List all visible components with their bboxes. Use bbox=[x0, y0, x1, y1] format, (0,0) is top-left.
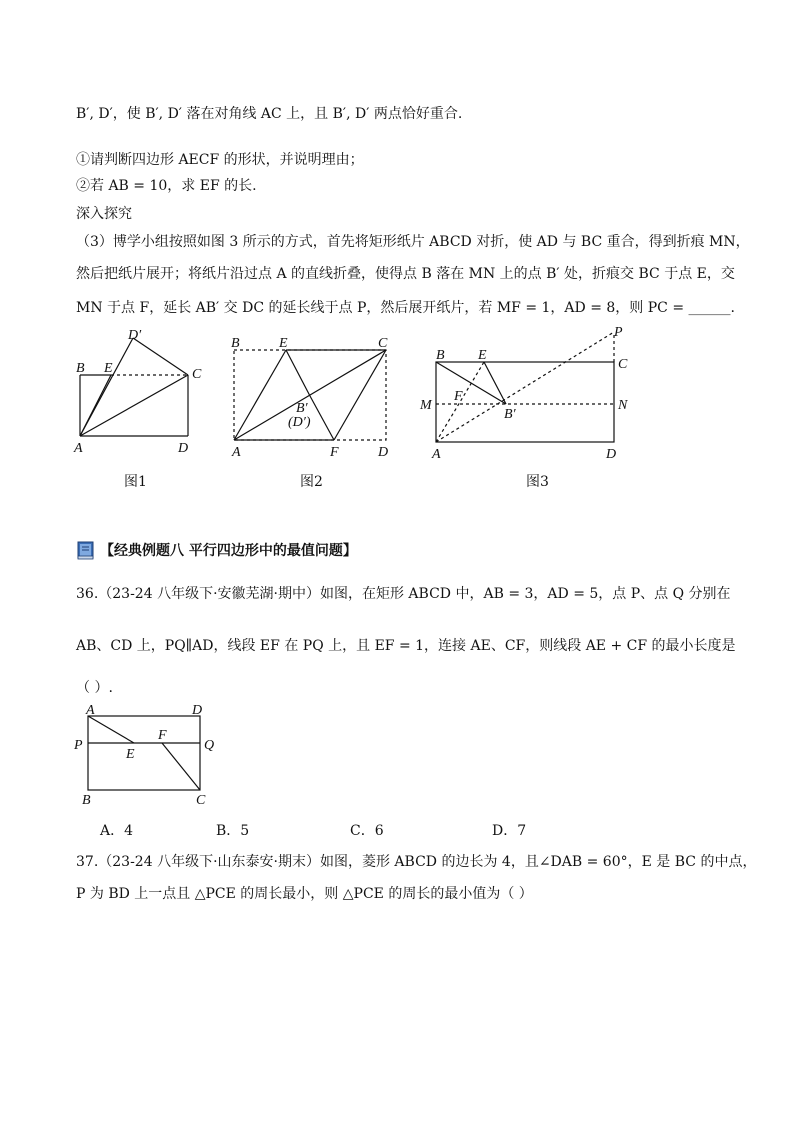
fig1-label-b: B bbox=[76, 361, 85, 376]
q36-line-2: AB、CD 上，PQ∥AD，线段 EF 在 PQ 上，且 EF = 1，连接 AE、CF，则线段 AE + CF 的最小长度是 bbox=[76, 638, 736, 654]
fig4-label-c: C bbox=[196, 793, 206, 808]
text-line-7: MN 于点 F，延长 AB′ 交 DC 的延长线于点 P，然后展开纸片，若 MF = 1，AD = 8，则 PC = ______. bbox=[76, 300, 735, 316]
fig3-label-d: D bbox=[606, 447, 617, 462]
fig4-label-p: P bbox=[74, 738, 83, 753]
fig3-label-n: N bbox=[618, 398, 628, 413]
q37-line-1: 37.（23-24 八年级下·山东泰安·期末）如图，菱形 ABCD 的边长为 4，且∠DAB = 60°，E 是 BC 的中点， bbox=[76, 854, 757, 870]
fig4-label-d: D bbox=[192, 703, 203, 718]
fig2-label-a: A bbox=[232, 445, 241, 460]
option-a: A．4 bbox=[100, 823, 134, 839]
figure-2 bbox=[226, 334, 406, 464]
fig3-label-f: F bbox=[454, 389, 463, 404]
section-title: 【经典例题八 平行四边形中的最值问题】 bbox=[100, 543, 357, 559]
text-line-2: ①请判断四边形 AECF 的形状，并说明理由； bbox=[76, 152, 364, 168]
figure-1 bbox=[66, 326, 206, 456]
fig3-label-b: B bbox=[436, 348, 445, 363]
fig4-label-q: Q bbox=[204, 738, 215, 753]
fig3-label-a: A bbox=[432, 447, 441, 462]
fig1-label-d: D bbox=[178, 441, 189, 456]
figure-4 bbox=[72, 700, 232, 812]
fig2-label-d: D bbox=[378, 445, 389, 460]
text-line-3: ②若 AB = 10，求 EF 的长. bbox=[76, 178, 257, 194]
fig2-label-e: E bbox=[279, 336, 288, 351]
fig1-label-a: A bbox=[74, 441, 83, 456]
fig4-label-f: F bbox=[158, 728, 167, 743]
text-line-4: 深入探究 bbox=[76, 206, 132, 222]
text-line-1: B′, D′，使 B′, D′ 落在对角线 AC 上，且 B′, D′ 两点恰好重合. bbox=[76, 106, 463, 122]
q36-line-3: （ ）. bbox=[76, 680, 113, 696]
fig1-caption: 图1 bbox=[124, 474, 147, 490]
option-c: C．6 bbox=[350, 823, 384, 839]
q37-line-2: P 为 BD 上一点且 △PCE 的周长最小，则 △PCE 的周长的最小值为（ ） bbox=[76, 886, 533, 902]
fig2-label-b: B bbox=[231, 336, 240, 351]
figure-3 bbox=[418, 322, 638, 462]
fig1-label-d1: D′ bbox=[128, 328, 142, 343]
q36-line-1: 36.（23-24 八年级下·安徽芜湖·期中）如图，在矩形 ABCD 中，AB = 3，AD = 5，点 P、点 Q 分别在 bbox=[76, 586, 731, 602]
text-line-6: 然后把纸片展开；将纸片沿过点 A 的直线折叠，使得点 B 落在 MN 上的点 B′ 处，折痕交 BC 于点 E，交 bbox=[76, 266, 735, 282]
fig3-caption: 图3 bbox=[526, 474, 549, 490]
fig3-label-e: E bbox=[478, 348, 487, 363]
fig3-label-c: C bbox=[618, 357, 628, 372]
book-icon bbox=[76, 539, 96, 561]
option-b: B．5 bbox=[216, 823, 250, 839]
fig3-label-p: P bbox=[614, 325, 623, 340]
fig2-label-c: C bbox=[378, 336, 388, 351]
option-d: D．7 bbox=[492, 823, 527, 839]
fig4-label-e: E bbox=[126, 747, 135, 762]
fig3-label-m: M bbox=[420, 398, 432, 413]
fig2-label-dp: (D′) bbox=[288, 415, 311, 430]
fig3-label-bp: B′ bbox=[504, 407, 516, 422]
fig4-label-b: B bbox=[82, 793, 91, 808]
fig4-label-a: A bbox=[86, 703, 95, 718]
text-line-5: （3）博学小组按照如图 3 所示的方式，首先将矩形纸片 ABCD 对折，使 AD 与 BC 重合，得到折痕 MN， bbox=[76, 234, 750, 250]
section-heading bbox=[76, 536, 357, 564]
fig1-label-c: C bbox=[192, 367, 202, 382]
fig1-label-e: E bbox=[104, 361, 113, 376]
fig2-label-bp: B′ bbox=[296, 401, 308, 416]
fig2-label-f: F bbox=[330, 445, 339, 460]
fig2-caption: 图2 bbox=[300, 474, 323, 490]
